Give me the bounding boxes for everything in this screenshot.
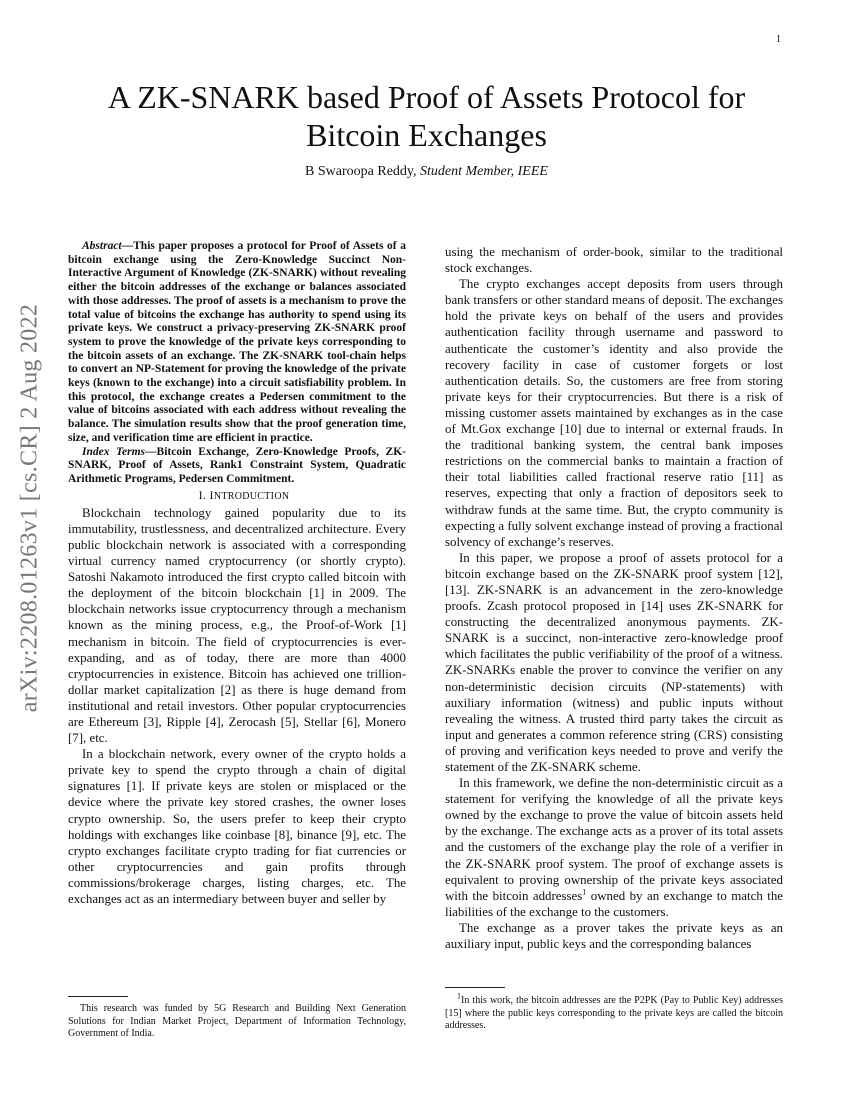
paragraph-text-cont: owned by an exchange to match the liabilities of the exchange to the customers. [445,888,783,919]
paragraph: using the mechanism of order-book, similar to the traditional stock exchanges. [445,245,783,276]
author-name: B Swaroopa Reddy, [305,164,417,179]
section-title-rest: NTRODUCTION [213,490,290,502]
author-line [70,164,783,180]
paragraph: Blockchain technology gained popularity due to its immutability, trustlessness, and decentralized architecture. Every public blockchain network is associated with a corresponding virtual currency named cryptocurrency (or shortly crypto). Satoshi Nakamoto introduced the first crypto called bitcoin with the deployment of the bitcoin blockchain [1] in 2009. The blockchain networks issue cryptocurrency through a mechanism known as the mining process, e.g., the Proof-of-Work [1] mechanism in bitcoin. The field of cryptocurrencies is ever-expanding, and as of today, there are more than 4000 cryptocurrencies in existence. Bitcoin has achieved one trillion-dollar market capitalization [2] as there is huge demand from institutional and retail investors. Other popular cryptocurrencies are Ethereum [3], Ripple [4], Zerocash [5], Stellar [6], Monero [7], etc. [68,505,406,746]
section-title-first: I [209,487,214,502]
paper-title: A ZK-SNARK based Proof of Assets Protocol for Bitcoin Exchanges [107,79,746,153]
section-number: I. [198,487,207,502]
footnote-rule [68,996,128,997]
index-terms-label: Index Terms [82,445,146,458]
paragraph [445,775,783,920]
address-footnote [445,991,783,1033]
right-column [445,244,783,952]
paragraph: The crypto exchanges accept deposits from users through bank transfers or other standard means of deposit. The exchanges hold the private keys on behalf of the users and provides authentication facility through username and password to authenticate the customer’s identity and also provide the recovery facility in case of customer forgets or lost authentication details. So, the customers are free from storing private keys for their cryptocurrencies. But there is a risk of missing customer assets maintained by exchanges as in the case of Mt.Gox exchange [10] due to internal or external frauds. In the traditional banking system, the central bank imposes restrictions on the commercial banks to maintain a fraction of their total liabilities called fractional reserve ratio [11] as reserves, expecting that only a fraction of depositors seek to withdraw funds at the same time. But, the crypto community is expecting a fully solvent exchange instead of proving a fractional solvency of exchange’s reserves. [445,277,783,549]
footnote-text: This research was funded by 5G Research and Building Next Generation Solutions for Indian Market Project, Department of Information Technology, Government of India. [68,1003,406,1039]
author-affiliation: Student Member, IEEE [420,164,548,179]
footnote-text: In this work, the bitcoin addresses are the P2PK (Pay to Public Key) addresses [15] where the public keys corresponding to the private keys are called the bitcoin addresses. [445,995,783,1031]
paragraph: In a blockchain network, every owner of the crypto holds a private key to spend the crypto through a chain of digital signatures [1]. If private keys are stolen or misplaced or the device where the private key stored crashes, the owner loses crypto ownership. So, the users prefer to keep their crypto holdings with exchanges like coinbase [8], binance [9], etc. The crypto exchanges facilitate crypto trading for fiat currencies or other cryptocurrencies and gain profits through commissions/brokerage charges, listing charges, etc. The exchanges act as an intermediary between buyer and seller by [68,747,406,906]
abstract [68,240,406,446]
arxiv-id: arXiv:2208.01263v1 [cs.CR] 2 Aug 2022 [16,303,43,713]
paragraph: In this paper, we propose a proof of assets protocol for a bitcoin exchange based on the ZK-SNARK proof system [12], [13]. ZK-SNARK is an advancement in the zero-knowledge proofs. Zcash protocol proposed in [14] uses ZK-SNARK for constructing the decentralized anonymous payments. ZK-SNARK is a succinct, non-interactive zero-knowledge proof which facilitates the public verifiability of the proof of a witness. ZK-SNARKs enable the prover to convince the verifier on any non-deterministic decision circuits (NP-statements) with auxiliary information (witness) and public inputs without revealing the witness. A trusted third party takes the circuit as input and generates a common reference string (CRS) consisting of proving and verification keys needed to prove and verify the statement of the ZK-SNARK scheme. [445,550,783,774]
section-heading [68,487,406,505]
index-terms-text: —Bitcoin Exchange, Zero-Knowledge Proofs, ZK-SNARK, Proof of Assets, Rank1 Constraint System, Quadratic Arithmetic Programs, Pedersen Commitment. [68,445,406,485]
paragraph-text: In this framework, we define the non-deterministic circuit as a statement for verifying the knowledge of all the private keys owned by the exchange to prove the value of bitcoin assets held by the exchange. The exchange acts as a prover of its total assets and the customers of the exchange play the role of a verifier in the ZK-SNARK proof system. The proof of exchange assets is equivalent to proving ownership of the private keys associated with the bitcoin addresses [445,776,783,903]
arxiv-watermark [10,268,50,748]
paragraph: The exchange as a prover takes the private keys as an auxiliary input, public keys and the corresponding balances [445,920,783,952]
index-terms [68,446,406,487]
footnote-number: 1 [457,991,461,1001]
abstract-text: —This paper proposes a protocol for Proof of Assets of a bitcoin exchange using the Zero-Knowledge Succinct Non-Interactive Argument of Knowledge (ZK-SNARK) without revealing either the bitcoin addresses of the exchange or balances associated with those addresses. The proof of assets is a mechanism to prove the total value of bitcoins the exchange has authority to spend using its private keys. We construct a privacy-preserving ZK-SNARK proof system to prove the knowledge of the private keys corresponding to the bitcoin assets of an exchange. The ZK-SNARK tool-chain helps to convert an NP-Statement for proving the knowledge of the private keys (known to the exchange) into a circuit satisfiability problem. In this protocol, the exchange creates a Pedersen commitment to the value of bitcoins associated with each address without revealing the balance. The simulation results show that the proof generation time, size, and verification time are efficient in practice. [68,240,406,444]
abstract-label: Abstract [82,240,122,252]
page-number: 1 [776,34,781,45]
footnote-marker: 1 [582,887,587,897]
footnote-line [445,991,783,1033]
footnote-rule [445,987,505,988]
funding-footnote [68,1003,406,1041]
left-column [68,240,406,907]
